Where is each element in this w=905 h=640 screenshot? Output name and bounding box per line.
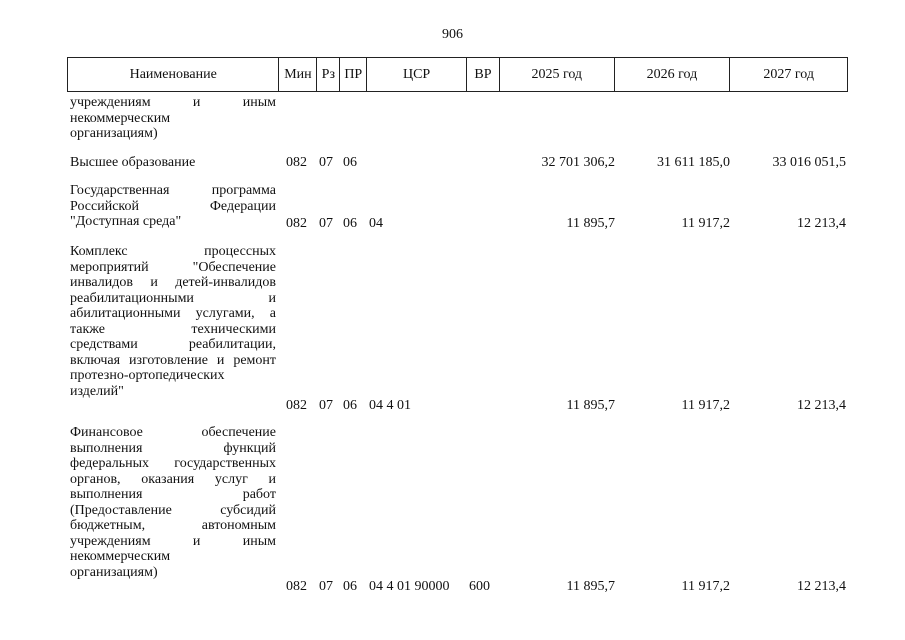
cell-2027: 12 213,4 [797,579,846,594]
name-line: Финансовое обеспечение [70,425,276,440]
cell-min: 082 [286,155,307,170]
name-line: средствами реабилитации, [70,337,276,352]
table-header [67,57,848,92]
name-line: некоммерческим [70,110,171,126]
header-min: Мин [279,58,317,91]
name-line: реабилитационными и [70,290,276,306]
table-row-name [70,183,276,230]
cell-2025: 11 895,7 [566,579,615,594]
name-line: органов, оказания услуг и [70,471,276,487]
header-2026: 2026 год [615,58,731,91]
header-vr: ВР [467,58,500,91]
name-line: мероприятий "Обеспечение [70,259,276,275]
name-line: протезно-ортопедических [70,368,225,383]
cell-2025: 32 701 306,2 [541,155,615,170]
name-line: организациям) [70,126,158,141]
table-row-name [70,425,276,580]
cell-min: 082 [286,398,307,413]
cell-csr: 04 [369,216,383,231]
cell-rz: 07 [319,216,333,231]
cell-2027: 33 016 051,5 [772,155,846,170]
cell-pr: 06 [343,155,357,170]
cell-2026: 11 917,2 [681,216,730,231]
name-line: федеральных государственных [70,456,276,471]
cell-2027: 12 213,4 [797,398,846,413]
cell-2026: 11 917,2 [681,398,730,413]
name-line: бюджетным, автономным [70,518,276,533]
cell-min: 082 [286,579,307,594]
page-number: 906 [442,27,463,42]
header-rz: Рз [317,58,340,91]
cell-csr: 04 4 01 90000 [369,579,450,594]
name-line: некоммерческим [70,549,171,564]
cell-rz: 07 [319,155,333,170]
cell-pr: 06 [343,398,357,413]
header-2027: 2027 год [763,66,814,82]
name-line: организациям) [70,564,158,580]
cell-2025: 11 895,7 [566,216,615,231]
name-line: абилитационными услугами, а [70,306,276,321]
header-csr: ЦСР [367,58,467,91]
name-line: изделий" [70,383,124,399]
cell-pr: 06 [343,579,357,594]
table-row-name [70,155,276,171]
table-row-name [70,244,276,399]
header-pr: ПР [340,58,367,91]
name-line: выполнения работ [70,487,276,502]
name-line: Государственная программа [70,183,276,198]
cell-csr: 04 4 01 [369,398,411,413]
name-line: Комплекс процессных [70,244,276,259]
cell-2027: 12 213,4 [797,216,846,231]
cell-rz: 07 [319,579,333,594]
cell-min: 082 [286,216,307,231]
name-line: Высшее образование [70,155,196,170]
name-line: "Доступная среда" [70,214,182,229]
header-name: Наименование [68,58,279,91]
cell-2025: 11 895,7 [566,398,615,413]
cell-2026: 31 611 185,0 [657,155,730,170]
cell-2026: 11 917,2 [681,579,730,594]
table-row-name [70,95,276,142]
name-line: также техническими [70,321,276,337]
name-line: Российской Федерации [70,198,276,214]
name-line: учреждениям и иным [70,95,276,110]
name-line: учреждениям и иным [70,533,276,549]
name-line: инвалидов и детей-инвалидов [70,275,276,290]
header-2025: 2025 год [500,58,615,91]
name-line: выполнения функций [70,440,276,456]
cell-vr: 600 [469,579,490,594]
name-line: (Предоставление субсидий [70,502,276,518]
cell-rz: 07 [319,398,333,413]
name-line: включая изготовление и ремонт [70,352,276,368]
cell-pr: 06 [343,216,357,231]
